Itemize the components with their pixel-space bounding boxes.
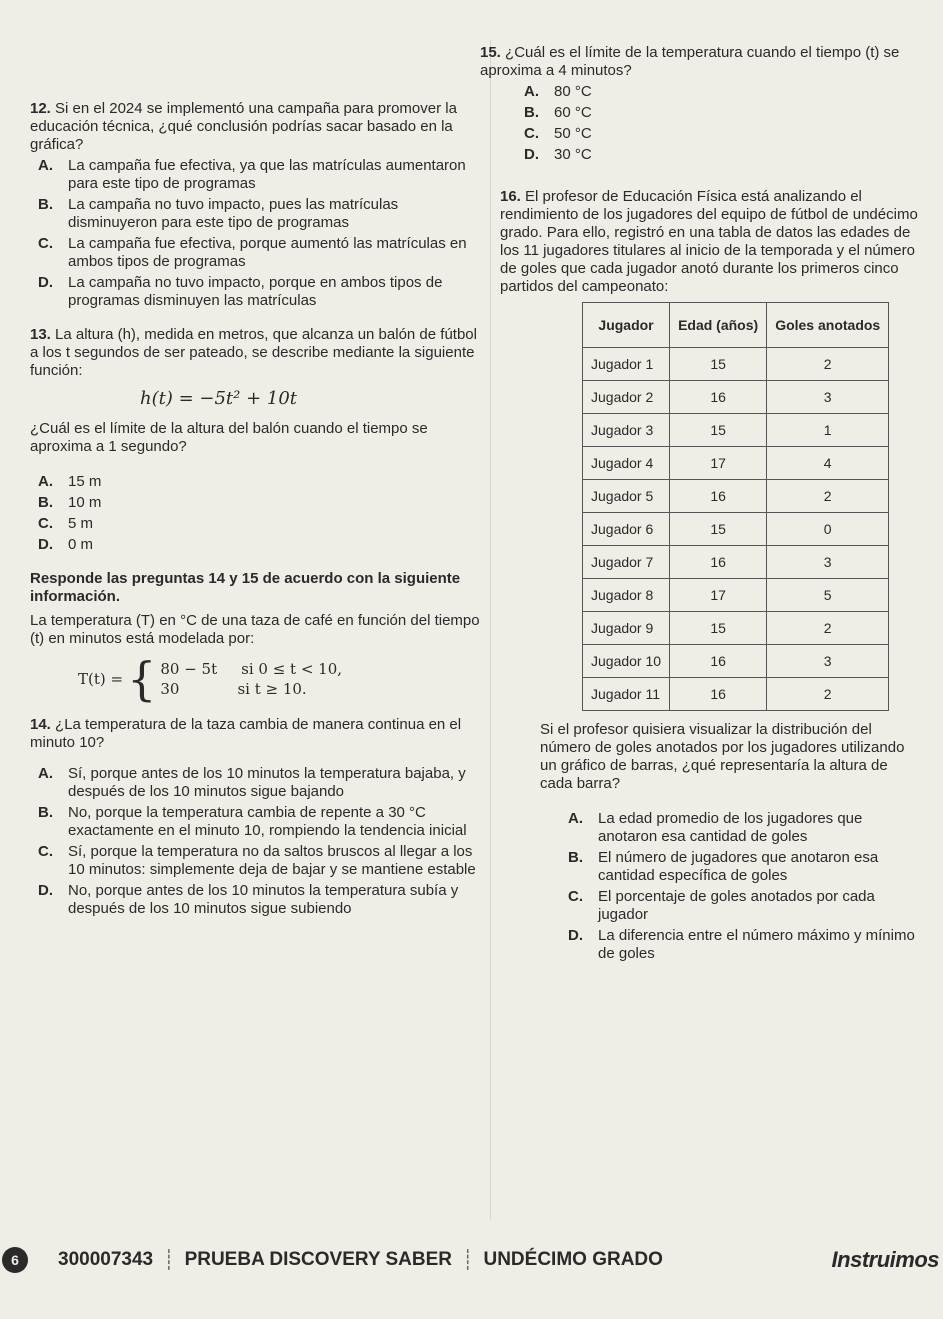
cell-player: Jugador 1	[583, 348, 670, 381]
cell-goals: 1	[767, 414, 889, 447]
question-number: 13.	[30, 326, 51, 343]
option-c[interactable]	[38, 843, 480, 879]
option-letter: D.	[568, 927, 583, 944]
cell-age: 15	[670, 414, 767, 447]
option-a[interactable]	[568, 810, 920, 846]
option-d[interactable]	[524, 146, 920, 164]
case-2-expr: 30	[160, 680, 180, 698]
cell-age: 17	[670, 579, 767, 612]
option-d[interactable]	[38, 274, 480, 310]
cell-player: Jugador 3	[583, 414, 670, 447]
cell-player: Jugador 2	[583, 381, 670, 414]
option-text: Sí, porque antes de los 10 minutos la temperatura bajaba, y después de los 10 minutos sigue bajando	[68, 765, 466, 800]
separator: ┊	[163, 1249, 175, 1271]
cell-goals: 5	[767, 579, 889, 612]
table-row	[583, 612, 889, 645]
cell-goals: 3	[767, 546, 889, 579]
option-text: 5 m	[68, 515, 94, 532]
question-15	[480, 44, 920, 164]
option-text: 30 °C	[554, 146, 592, 163]
option-d[interactable]	[568, 927, 920, 963]
option-letter: D.	[38, 274, 53, 291]
cell-age: 16	[670, 381, 767, 414]
question-number: 15.	[480, 44, 501, 61]
question-number: 12.	[30, 100, 51, 117]
option-a[interactable]	[38, 157, 480, 193]
table-row	[583, 480, 889, 513]
cell-goals: 0	[767, 513, 889, 546]
option-letter: A.	[524, 83, 539, 100]
question-13	[30, 326, 480, 554]
cell-goals: 2	[767, 612, 889, 645]
cell-age: 15	[670, 348, 767, 381]
case-1-cond: si 0 ≤ t < 10,	[241, 660, 343, 678]
option-letter: A.	[38, 765, 53, 782]
option-b[interactable]	[524, 104, 920, 122]
cell-age: 16	[670, 480, 767, 513]
option-c[interactable]	[38, 515, 480, 533]
question-stem: El profesor de Educación Física está analizando el rendimiento de los jugadores del equipo de fútbol de undécimo grado. Para ello, registró en una tabla de datos las edades de los 11 jugadores titulares al inicio de la temporada y el número de goles que cada jugador anotó durante los primeros cinco partidos del campeonato:	[500, 188, 918, 295]
column-header: Jugador	[583, 303, 670, 348]
page-footer	[0, 1240, 943, 1280]
option-text: 0 m	[68, 536, 94, 553]
option-letter: C.	[568, 888, 583, 905]
cell-age: 15	[670, 612, 767, 645]
piecewise-function	[78, 652, 480, 706]
table-row	[583, 678, 889, 711]
option-text: 60 °C	[554, 104, 592, 121]
option-letter: B.	[38, 196, 53, 213]
cell-goals: 2	[767, 678, 889, 711]
page-number: 6	[2, 1247, 28, 1273]
option-a[interactable]	[524, 83, 920, 101]
case-2-cond: si t ≥ 10.	[237, 680, 307, 698]
option-letter: D.	[38, 536, 53, 553]
option-letter: D.	[524, 146, 539, 163]
option-text: La campaña fue efectiva, ya que las matrículas aumentaron para este tipo de programas	[68, 157, 466, 192]
right-column	[480, 40, 920, 966]
option-letter: B.	[568, 849, 583, 866]
brace-glyph: {	[127, 652, 157, 706]
option-text: La edad promedio de los jugadores que anotaron esa cantidad de goles	[598, 810, 863, 845]
cell-age: 15	[670, 513, 767, 546]
height-formula: h(t) = −5t² + 10t	[140, 388, 298, 409]
info-block	[30, 570, 480, 706]
left-column	[30, 40, 480, 921]
option-text: El número de jugadores que anotaron esa cantidad específica de goles	[598, 849, 879, 884]
option-text: La diferencia entre el número máximo y mínimo de goles	[598, 927, 915, 962]
section-title: Responde las preguntas 14 y 15 de acuerdo con la siguiente información.	[30, 570, 461, 605]
option-b[interactable]	[38, 804, 480, 840]
option-letter: B.	[524, 104, 539, 121]
case-1-expr: 80 − 5t	[160, 660, 218, 678]
option-letter: A.	[38, 473, 53, 490]
column-header: Edad (años)	[670, 303, 767, 348]
option-text: La campaña no tuvo impacto, porque en ambos tipos de programas disminuyen las matrículas	[68, 274, 443, 309]
option-text: La campaña no tuvo impacto, pues las matrículas disminuyeron para este tipo de programas	[68, 196, 399, 231]
brand-logo: Instruimos	[831, 1247, 939, 1272]
exam-name: PRUEBA DISCOVERY SABER	[184, 1249, 453, 1270]
cell-goals: 2	[767, 348, 889, 381]
info-text: La temperatura (T) en °C de una taza de café en función del tiempo (t) en minutos está modelada por:	[30, 612, 480, 647]
cell-age: 16	[670, 678, 767, 711]
option-b[interactable]	[568, 849, 920, 885]
cell-age: 17	[670, 447, 767, 480]
column-divider	[490, 40, 491, 1220]
question-12	[30, 100, 480, 310]
option-text: El porcentaje de goles anotados por cada jugador	[598, 888, 875, 923]
function-cases	[160, 658, 342, 700]
cell-player: Jugador 11	[583, 678, 670, 711]
question-stem: ¿La temperatura de la taza cambia de manera continua en el minuto 10?	[30, 716, 462, 751]
cell-goals: 2	[767, 480, 889, 513]
cell-age: 16	[670, 546, 767, 579]
table-row	[583, 513, 889, 546]
table-row	[583, 348, 889, 381]
players-table	[582, 302, 889, 711]
option-c[interactable]	[568, 888, 920, 924]
cell-age: 16	[670, 645, 767, 678]
table-row	[583, 645, 889, 678]
option-a[interactable]	[38, 473, 480, 491]
option-a[interactable]	[38, 765, 480, 801]
column-header: Goles anotados	[767, 303, 889, 348]
option-letter: B.	[38, 804, 53, 821]
option-letter: D.	[38, 882, 53, 899]
option-letter: C.	[38, 515, 53, 532]
cell-player: Jugador 7	[583, 546, 670, 579]
option-b[interactable]	[38, 196, 480, 232]
cell-player: Jugador 6	[583, 513, 670, 546]
question-16	[500, 188, 920, 963]
question-prompt: ¿Cuál es el límite de la altura del balón cuando el tiempo se aproxima a 1 segundo?	[30, 420, 428, 455]
exam-grade: UNDÉCIMO GRADO	[483, 1249, 663, 1270]
table-row	[583, 381, 889, 414]
separator: ┊	[462, 1249, 474, 1271]
option-text: 15 m	[68, 473, 102, 490]
table-row	[583, 414, 889, 447]
cell-goals: 3	[767, 381, 889, 414]
exam-code: 300007343	[58, 1249, 154, 1270]
option-c[interactable]	[38, 235, 480, 271]
cell-player: Jugador 10	[583, 645, 670, 678]
option-letter: C.	[524, 125, 539, 142]
option-letter: C.	[38, 843, 53, 860]
cell-goals: 4	[767, 447, 889, 480]
question-stem: ¿Cuál es el límite de la temperatura cuando el tiempo (t) se aproxima a 4 minutos?	[480, 44, 900, 79]
cell-goals: 3	[767, 645, 889, 678]
option-c[interactable]	[524, 125, 920, 143]
table-row	[583, 447, 889, 480]
option-b[interactable]	[38, 494, 480, 512]
function-name: T(t) =	[78, 670, 124, 688]
question-14	[30, 716, 480, 918]
cell-player: Jugador 9	[583, 612, 670, 645]
option-d[interactable]	[38, 536, 480, 554]
option-text: No, porque la temperatura cambia de repente a 30 °C exactamente en el minuto 10, rompiendo la tendencia inicial	[68, 804, 467, 839]
question-number: 14.	[30, 716, 51, 733]
table-header-row	[583, 303, 889, 348]
cell-player: Jugador 4	[583, 447, 670, 480]
option-letter: A.	[568, 810, 583, 827]
question-number: 16.	[500, 188, 521, 205]
option-letter: A.	[38, 157, 53, 174]
option-letter: C.	[38, 235, 53, 252]
option-d[interactable]	[38, 882, 480, 918]
option-text: No, porque antes de los 10 minutos la temperatura subía y después de los 10 minutos sigue subiendo	[68, 882, 459, 917]
question-prompt: Si el profesor quisiera visualizar la distribución del número de goles anotados por los jugadores utilizando un gráfico de barras, ¿qué representaría la altura de cada barra?	[540, 721, 905, 792]
table-row	[583, 546, 889, 579]
option-text: 80 °C	[554, 83, 592, 100]
option-letter: B.	[38, 494, 53, 511]
option-text: 50 °C	[554, 125, 592, 142]
question-stem: La altura (h), medida en metros, que alcanza un balón de fútbol a los t segundos de ser pateado, se describe mediante la siguiente función:	[30, 326, 477, 379]
option-text: 10 m	[68, 494, 102, 511]
cell-player: Jugador 5	[583, 480, 670, 513]
question-stem: Si en el 2024 se implementó una campaña para promover la educación técnica, ¿qué conclusión podrías sacar basado en la gráfica?	[30, 100, 457, 153]
table-row	[583, 579, 889, 612]
option-text: Sí, porque la temperatura no da saltos bruscos al llegar a los 10 minutos: simplemente deja de bajar y se mantiene estable	[68, 843, 476, 878]
option-text: La campaña fue efectiva, porque aumentó las matrículas en ambos tipos de programas	[68, 235, 467, 270]
cell-player: Jugador 8	[583, 579, 670, 612]
